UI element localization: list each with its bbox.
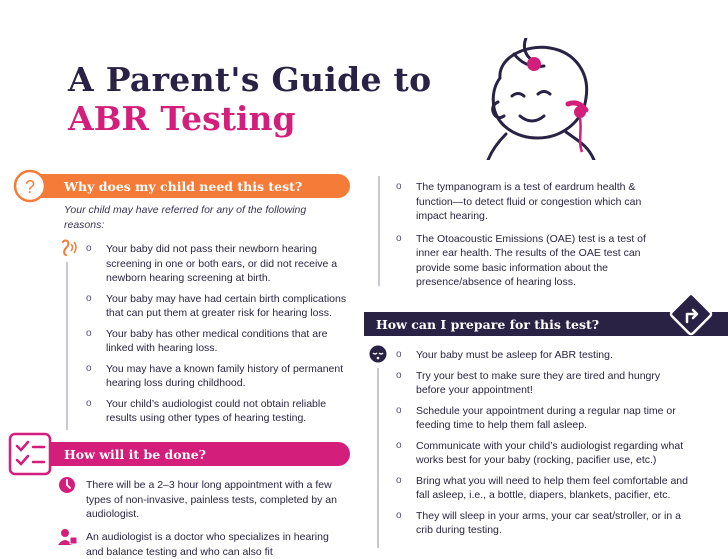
right-bottom-divider <box>377 368 379 548</box>
list-item: o Your baby may have had certain birth complications that can put them at greater risk for hearing loss. <box>86 292 347 319</box>
how-item-audiologist: An audiologist is a doctor who specializes in hearing and balance testing and who can also fit <box>86 531 329 558</box>
ear-icon <box>58 238 78 258</box>
page-title-line-1: A Parent's Guide to <box>68 60 432 99</box>
list-item: o Your baby did not pass their newborn hearing screening in one or both ears, or did not receive a newborn hearing screening at birth. <box>86 243 338 284</box>
list-item: o You may have a known family history of permanent hearing loss during childhood. <box>86 362 344 389</box>
page-title-line-2: ABR Testing <box>68 99 296 138</box>
list-item: o Schedule your appointment during a regular nap time or feeding time to help them fall asleep. <box>396 404 676 431</box>
list-item: o Your child’s audiologist could not obtain reliable results using other types of hearing testing. <box>86 397 327 424</box>
section-why-intro: Your child may have referred for any of the following reasons: <box>64 204 307 231</box>
list-item: o Communicate with your child’s audiologist regarding what works best for your baby (rocking, pacifier use, etc.) <box>396 439 684 466</box>
left-list-divider <box>66 262 68 430</box>
sleeping-baby-icon <box>368 344 388 364</box>
list-item: o Bring what you will need to help them feel comfortable and fall asleep, i.e., a bottle, diapers, blankets, pacifier, etc. <box>396 474 688 501</box>
list-item: o Your baby has other medical conditions that are linked with hearing loss. <box>86 327 328 354</box>
baby-head-electrodes-icon <box>470 38 610 160</box>
tests-list <box>392 180 662 296</box>
section-why-heading: Why does my child need this test? <box>28 174 350 198</box>
how-item-duration: There will be a 2–3 hour long appointment with a few types of non-invasive, painless tests, completed by an audiologist. <box>86 479 337 520</box>
question-circle-icon <box>10 168 50 204</box>
why-reasons-list <box>82 242 352 432</box>
right-top-divider <box>378 176 380 286</box>
list-item: o The tympanogram is a test of eardrum health & function—to detect fluid or congestion which can impact hearing. <box>396 181 642 222</box>
clock-icon <box>58 476 76 494</box>
section-how-heading: How will it be done? <box>28 442 350 466</box>
list-item: o The Otoacoustic Emissions (OAE) test is a test of inner ear health. The results of the OAE test can provide some basic information about the presence/absence of hearing loss. <box>396 232 646 288</box>
list-item: o They will sleep in your arms, your car seat/stroller, or in a crib during testing. <box>396 509 681 536</box>
section-prepare-heading: How can I prepare for this test? <box>364 312 728 336</box>
list-item: o Try your best to make sure they are tired and hungry before your appointment! <box>396 369 661 396</box>
list-item: o Your baby must be asleep for ABR testing. <box>396 349 613 361</box>
checklist-icon <box>8 432 52 476</box>
svg-text:?: ? <box>24 177 36 197</box>
prepare-list <box>392 348 692 544</box>
route-sign-icon <box>666 289 716 339</box>
audiologist-icon <box>58 528 78 546</box>
